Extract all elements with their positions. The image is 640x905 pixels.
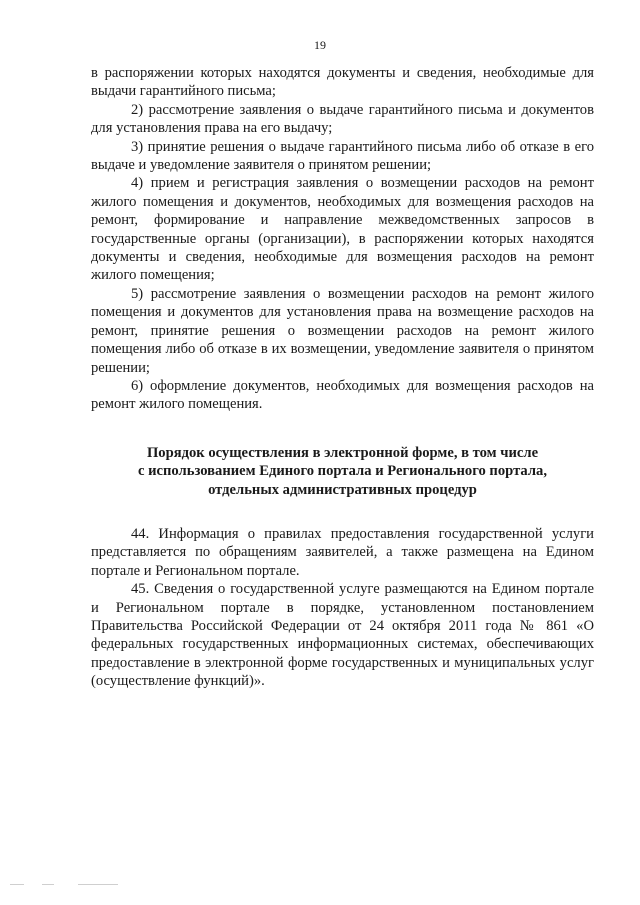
list-item: 4) прием и регистрация заявления о возмещении расходов на ремонт жилого помещения и документов, необходимых для возмещения расходов на ремонт, формирование и направление межведомственных запросов в государственные органы (организации), в распоряжении которых находятся документы и сведения, необходимые для возмещения расходов на ремонт жилого помещения; <box>91 175 594 284</box>
paragraph-45: 45. Сведения о государственной услуге размещаются на Едином портале и Региональном портале в порядке, установленном постановлением Правительства Российской Федерации от 24 октября 2011 года № 861 «О федеральных государственных информационных системах, обеспечивающих предоставление в электронной форме государственных и муниципальных услуг (осуществление функций)». <box>91 581 594 690</box>
list-item: 3) принятие решения о выдаче гарантийного письма либо об отказе в его выдаче и уведомление заявителя о принятом решении; <box>91 138 594 174</box>
page-number: 19 <box>314 38 326 52</box>
scan-artifact <box>10 884 24 885</box>
list-item: 5) рассмотрение заявления о возмещении расходов на ремонт жилого помещения и документов для установления права на возмещение расходов на ремонт, принятие решения о возмещении расходов на ремонт жилого помещения либо об отказе в их возмещении, уведомление заявителя о принятом решении; <box>91 285 594 376</box>
document-body <box>91 64 594 691</box>
scan-artifact <box>42 884 54 885</box>
list-item: 6) оформление документов, необходимых для возмещения расходов на ремонт жилого помещения. <box>91 377 594 413</box>
section-heading-line: Порядок осуществления в электронной форме, в том числе <box>146 444 539 461</box>
continuation-paragraph: в распоряжении которых находятся документы и сведения, необходимые для выдачи гарантийного письма; <box>91 65 594 100</box>
paragraph-44: 44. Информация о правилах предоставления государственной услуги представляется по обращениям заявителей, а также размещена на Едином портале и Региональном портале. <box>91 525 594 579</box>
scan-artifact <box>78 884 118 885</box>
section-heading-line: отдельных административных процедур <box>208 481 477 498</box>
section-heading-line: с использованием Единого портала и Регионального портала, <box>138 463 547 480</box>
section-heading <box>91 444 594 499</box>
list-item: 2) рассмотрение заявления о выдаче гарантийного письма и документов для установления права на его выдачу; <box>91 101 594 137</box>
